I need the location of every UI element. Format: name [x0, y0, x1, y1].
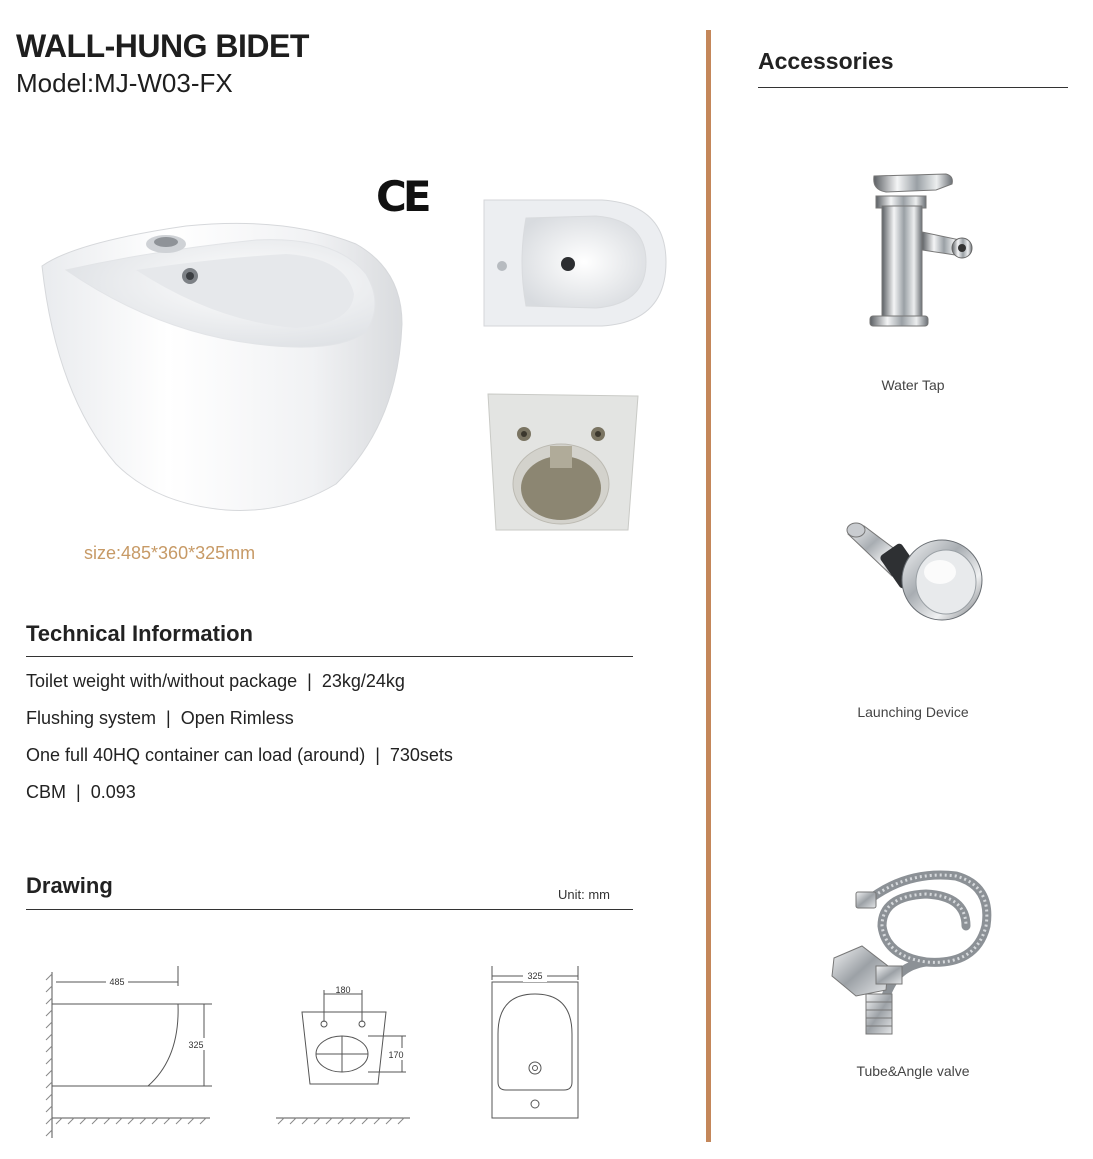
- bidet-back-view-image: [486, 392, 640, 532]
- bidet-top-view-image: [482, 196, 668, 330]
- accessories-title: Accessories: [758, 48, 894, 74]
- faucet-icon: [862, 170, 978, 332]
- tech-row-separator: |: [76, 782, 81, 802]
- tech-row-separator: |: [166, 708, 171, 728]
- tech-row-separator: |: [375, 745, 380, 765]
- tech-row-value: 0.093: [90, 782, 136, 802]
- product-title: WALL-HUNG BIDET: [16, 28, 309, 64]
- tech-row-label: CBM: [26, 782, 66, 802]
- drawing-unit: Unit: mm: [558, 887, 610, 902]
- tech-row-weight: [26, 671, 405, 692]
- dim-back-height: 170: [388, 1050, 404, 1060]
- accessories-rule: [758, 87, 1068, 88]
- bidet-perspective-image: [36, 214, 408, 518]
- drawing-top-view: [488, 964, 582, 1120]
- tech-row-value: 23kg/24kg: [321, 671, 405, 691]
- product-model: Model:MJ-W03-FX: [16, 68, 233, 98]
- dim-side-height: 325: [188, 1040, 204, 1050]
- dim-back-width: 180: [335, 985, 351, 995]
- drawing-title: Drawing: [26, 873, 113, 898]
- dim-side-width: 485: [109, 977, 125, 987]
- drawing-back-view: [274, 982, 414, 1128]
- tech-row-container: [26, 745, 453, 766]
- tech-row-flushing: [26, 708, 294, 729]
- tech-row-label: Toilet weight with/without package: [26, 671, 298, 691]
- tech-row-label: Flushing system: [26, 708, 157, 728]
- product-size: size:485*360*325mm: [84, 543, 256, 563]
- tech-row-value: 730sets: [389, 745, 453, 765]
- technical-info-rule: [26, 656, 633, 657]
- angle-valve-icon: [826, 866, 996, 1042]
- tech-row-value: Open Rimless: [180, 708, 294, 728]
- tech-row-cbm: [26, 782, 136, 803]
- technical-info-title: Technical Information: [26, 621, 253, 646]
- drawing-side-view: [44, 962, 216, 1140]
- accessory-label-launching-device: Launching Device: [857, 704, 969, 720]
- accessory-label-tube-angle-valve: Tube&Angle valve: [856, 1063, 970, 1079]
- tech-row-separator: |: [307, 671, 312, 691]
- column-divider: [706, 30, 711, 1142]
- drawing-rule: [26, 909, 633, 910]
- tech-row-label: One full 40HQ container can load (around): [26, 745, 366, 765]
- ce-mark-icon: CE: [376, 172, 428, 221]
- dim-top-width: 325: [527, 971, 543, 981]
- pop-up-drain-icon: [842, 516, 986, 624]
- accessory-label-water-tap: Water Tap: [881, 377, 945, 393]
